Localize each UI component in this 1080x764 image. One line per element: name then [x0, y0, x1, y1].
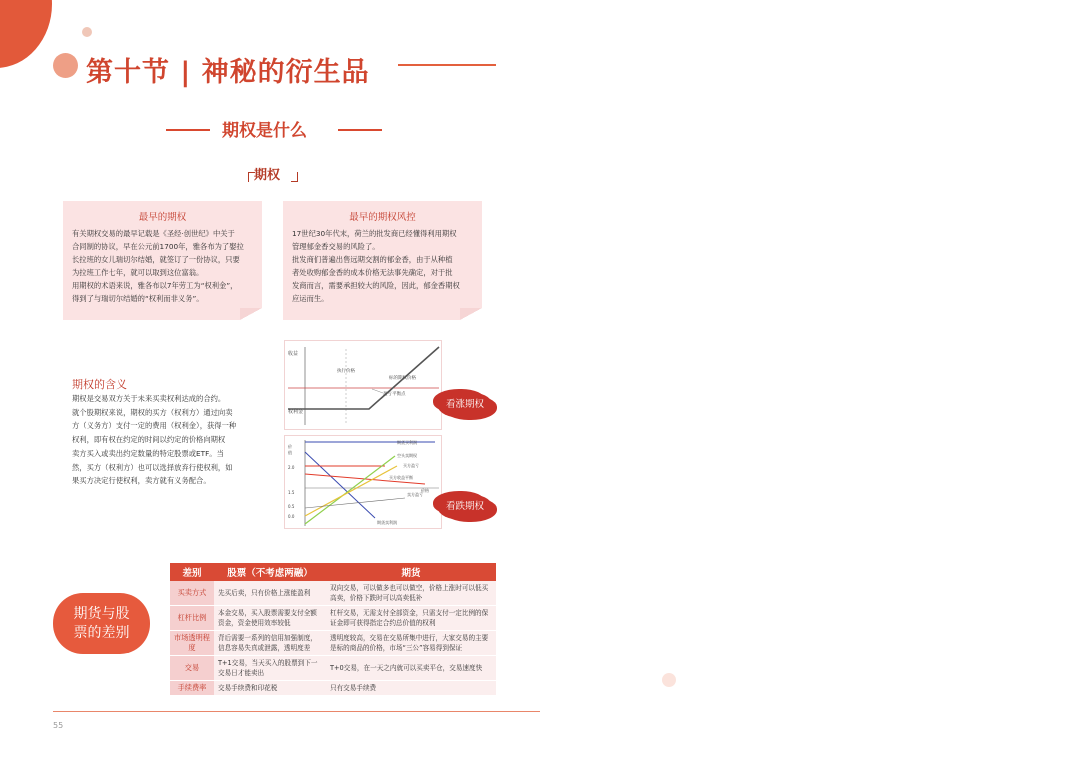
section-subtitle: 期权是什么	[222, 121, 307, 141]
title-bullet-icon	[53, 53, 78, 78]
card-earliest-risk-control	[283, 201, 482, 320]
meaning-body	[72, 392, 262, 488]
corner-circle-decoration	[0, 0, 52, 68]
table-row	[170, 581, 496, 606]
card-line: 合同制的协议，早在公元前1700年，雅各布为了娶拉	[72, 242, 244, 251]
table-row	[170, 681, 496, 696]
row-label: 交易	[170, 656, 214, 681]
tick-label: 价	[288, 444, 292, 449]
subtitle-line-left	[166, 129, 210, 131]
card-line: 有关期权交易的最早记载是《圣经·创世纪》中关于	[72, 229, 235, 238]
series-label: 买方盈亏	[403, 463, 419, 468]
put-option-svg	[285, 436, 441, 528]
meaning-line: 卖方买入或卖出约定数量的特定股票或ETF。当	[72, 448, 224, 458]
page-fold-decoration	[460, 308, 482, 320]
table-header: 期货	[326, 563, 496, 581]
meaning-line: 方（义务方）支付一定的费用（权利金），获得一种	[72, 421, 237, 431]
y-axis-label: 收益	[288, 351, 299, 357]
card-title: 最早的期权风控	[349, 212, 416, 223]
row-label: 市场透明程度	[170, 631, 214, 656]
meaning-line: 果买方决定行使权利，卖方就有义务配合。	[72, 476, 211, 486]
card-line: 者处收购郁金香的成本价格无法事先确定，对于批	[292, 268, 453, 277]
stock-cell: 先买后卖，只有价格上涨能盈利	[214, 581, 326, 606]
table-row	[170, 656, 496, 681]
badge-line: 期货与股	[73, 606, 130, 622]
section-label: 期权	[254, 168, 281, 183]
futures-vs-stocks-badge	[53, 593, 150, 654]
meaning-line: 权利，即有权在约定的时间以约定的价格向期权	[72, 435, 226, 445]
tick-label: 1.5	[288, 490, 295, 495]
subtitle-line-right	[338, 129, 382, 131]
row-label: 买卖方式	[170, 581, 214, 606]
tick-label: 值	[288, 450, 292, 455]
meaning-title: 期权的含义	[72, 378, 127, 391]
call-option-chart	[284, 340, 442, 430]
futures-cell: T+0交易，在一天之内就可以买卖平仓，交易速度快	[326, 656, 496, 681]
futures-cell: 双向交易，可以做多也可以做空，价格上涨时可以低买高卖，价格下跌时可以高卖低补	[326, 581, 496, 606]
small-dot-decoration	[82, 27, 92, 37]
breakeven-pointer	[372, 389, 383, 393]
call-option-svg	[285, 341, 441, 429]
series-label: 期货卖利润	[377, 520, 397, 525]
futures-cell: 透明度较高，交易在交易所集中进行，大家交易的主要是标的商品的价格，市场“三公”容易得到保证	[326, 631, 496, 656]
card-line: 应运而生。	[292, 294, 329, 303]
table-header-row	[170, 563, 496, 581]
card-line: 得到了与瑞切尔结婚的“权利而非义务”。	[72, 294, 204, 303]
card-line: 管理郁金香交易的风险了。	[292, 242, 380, 251]
premium-label: 权利金	[288, 409, 304, 415]
tick-label: 0.5	[288, 504, 295, 509]
card-title: 最早的期权	[138, 212, 187, 223]
table-row	[170, 631, 496, 656]
table-row	[170, 606, 496, 631]
comparison-table	[170, 563, 496, 696]
put-option-badge: 看跌期权	[438, 494, 492, 520]
card-line: 发商而言，需要承担较大的风险，因此，郁金香期权	[292, 281, 460, 290]
card-line: 为拉班工作七年，就可以取到这位富翁。	[72, 268, 204, 277]
call-option-badge: 看涨期权	[438, 392, 492, 418]
profit-label: 标的期权价格	[389, 376, 416, 381]
series-label: 期货买利润	[397, 440, 417, 445]
futures-cell: 杠杆交易，无需支付全部资金，只需支付一定比例的保证金即可获得指定合约总价值的权利	[326, 606, 496, 631]
series-line	[305, 452, 375, 518]
card-body	[292, 227, 473, 305]
card-line: 长拉班的女儿瑞切尔结婚，就签订了一份协议，只要	[72, 255, 240, 264]
futures-cell: 只有交易手续费	[326, 681, 496, 696]
title-underline	[398, 64, 496, 66]
meaning-line: 然，买方（权利方）也可以选择放弃行使权利，如	[72, 462, 233, 472]
badge-line: 票的差别	[73, 625, 130, 641]
strike-label: 执行价格	[337, 369, 355, 374]
small-dot-decoration	[662, 673, 676, 687]
page-fold-decoration	[240, 308, 262, 320]
card-line: 批发商们普遍出售远期交割的郁金香，由于从种植	[292, 255, 453, 264]
stock-cell: 交易手续费和印花税	[214, 681, 326, 696]
table-header: 股票（不考虑两融）	[214, 563, 326, 581]
card-line: 用期权的术语来说，雅各布以7年劳工为“权利金”，	[72, 281, 238, 290]
card-earliest-option	[63, 201, 262, 320]
stock-cell: 本金交易，买入股票需要支付全额资金，资金使用效率较低	[214, 606, 326, 631]
stock-cell: 背后需要一系列的信用加强制度，信息容易失真或泄露，透明度差	[214, 631, 326, 656]
table-header: 差别	[170, 563, 214, 581]
footer-line	[53, 711, 540, 712]
bracket-right-decoration	[291, 172, 298, 182]
call-payoff-line	[288, 347, 439, 409]
card-line: 17世纪30年代末，荷兰的批发商已经懂得利用期权	[292, 229, 457, 238]
series-label: 卖方盈亏	[407, 492, 423, 497]
row-label: 手续费率	[170, 681, 214, 696]
tick-label: 0.0	[288, 514, 295, 519]
meaning-line: 期权是交易双方关于未来买卖权利达成的合约。	[72, 394, 226, 403]
card-body	[72, 227, 253, 305]
page-title: 第十节 | 神秘的衍生品	[86, 57, 370, 88]
page-number: 55	[53, 721, 64, 730]
row-label: 杠杆比例	[170, 606, 214, 631]
series-label: 买方收益平衡	[389, 475, 413, 480]
meaning-line: 就个股期权来说，期权的买方（权利方）通过向卖	[72, 407, 233, 417]
put-option-chart	[284, 435, 442, 529]
series-label: 空头卖期权	[397, 453, 417, 458]
stock-cell: T+1交易，当天买入的股票到下一交易日才能卖出	[214, 656, 326, 681]
breakeven-label: 盈亏平衡点	[383, 392, 406, 397]
x-axis-label: 价格	[421, 488, 429, 493]
tick-label: 2.0	[288, 465, 295, 470]
series-line	[305, 466, 397, 516]
